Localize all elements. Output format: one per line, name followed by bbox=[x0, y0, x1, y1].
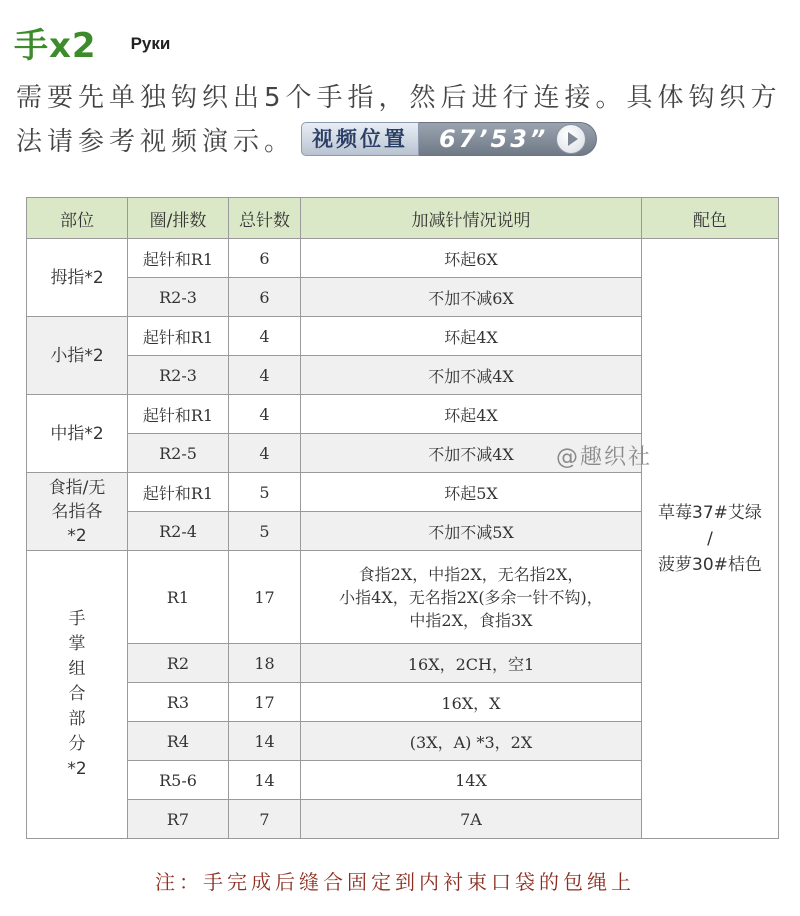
count-cell: 14 bbox=[229, 761, 301, 800]
desc-cell: 不加不减5X bbox=[301, 512, 642, 551]
part-pinky: 小指*2 bbox=[27, 317, 128, 395]
desc-cell: 环起4X bbox=[301, 395, 642, 434]
desc-cell: 16X，X bbox=[301, 683, 642, 722]
table-row bbox=[27, 239, 779, 278]
count-cell: 7 bbox=[229, 800, 301, 839]
desc-line: 食指2X，中指2X，无名指2X， bbox=[358, 564, 584, 584]
video-time: 67’53” bbox=[439, 124, 549, 153]
part-middle: 中指*2 bbox=[27, 395, 128, 473]
count-cell: 6 bbox=[229, 239, 301, 278]
desc-cell bbox=[301, 551, 642, 644]
desc-cell: 环起6X bbox=[301, 239, 642, 278]
video-position-badge[interactable] bbox=[301, 122, 597, 156]
title-row bbox=[14, 18, 171, 66]
desc-cell: (3X，A) *3，2X bbox=[301, 722, 642, 761]
header-color: 配色 bbox=[642, 198, 779, 239]
part-palm bbox=[27, 551, 128, 839]
desc-cell: 不加不减4X bbox=[301, 356, 642, 395]
round-cell: R2-4 bbox=[128, 512, 229, 551]
desc-cell: 14X bbox=[301, 761, 642, 800]
header-part: 部位 bbox=[27, 198, 128, 239]
count-cell: 6 bbox=[229, 278, 301, 317]
desc-cell: 不加不减4X bbox=[301, 434, 642, 473]
color-line-3: 菠萝30#桔色 bbox=[658, 554, 762, 575]
round-cell: R3 bbox=[128, 683, 229, 722]
count-cell: 5 bbox=[229, 512, 301, 551]
footer-note: 注：手完成后缝合固定到内衬束口袋的包绳上 bbox=[155, 870, 635, 894]
desc-cell: 环起5X bbox=[301, 473, 642, 512]
count-cell: 4 bbox=[229, 434, 301, 473]
count-cell: 18 bbox=[229, 644, 301, 683]
table-header-row bbox=[27, 198, 779, 239]
play-icon[interactable] bbox=[556, 124, 586, 154]
desc-cell: 7A bbox=[301, 800, 642, 839]
desc-line: 中指2X，食指3X bbox=[409, 610, 533, 630]
count-cell: 17 bbox=[229, 551, 301, 644]
part-index-ring-text: 食指/无名指各*2 bbox=[48, 477, 106, 546]
count-cell: 14 bbox=[229, 722, 301, 761]
color-line-2: / bbox=[707, 528, 713, 549]
color-line-1: 草莓37#艾绿 bbox=[658, 502, 762, 523]
part-index-ring bbox=[27, 473, 128, 551]
round-cell: R1 bbox=[128, 551, 229, 644]
intro-text: 需要先单独钩织出5个手指，然后进行连接。具体钩织方法请参考视频演示。 bbox=[16, 83, 782, 157]
pattern-table bbox=[26, 197, 779, 839]
desc-cell: 环起4X bbox=[301, 317, 642, 356]
desc-cell: 不加不减6X bbox=[301, 278, 642, 317]
header-round: 圈/排数 bbox=[128, 198, 229, 239]
round-cell: 起针和R1 bbox=[128, 239, 229, 278]
round-cell: R2 bbox=[128, 644, 229, 683]
round-cell: 起针和R1 bbox=[128, 317, 229, 356]
part-palm-text: 手掌组合部分*2 bbox=[67, 609, 87, 779]
header-description: 加减针情况说明 bbox=[301, 198, 642, 239]
round-cell: R2-5 bbox=[128, 434, 229, 473]
desc-cell: 16X，2CH，空1 bbox=[301, 644, 642, 683]
desc-line: 小指4X，无名指2X(多余一针不钩)， bbox=[339, 587, 603, 607]
round-cell: R2-3 bbox=[128, 356, 229, 395]
intro-paragraph bbox=[16, 76, 786, 164]
count-cell: 4 bbox=[229, 356, 301, 395]
round-cell: R5-6 bbox=[128, 761, 229, 800]
count-cell: 5 bbox=[229, 473, 301, 512]
round-cell: R2-3 bbox=[128, 278, 229, 317]
count-cell: 17 bbox=[229, 683, 301, 722]
round-cell: 起针和R1 bbox=[128, 395, 229, 434]
watermark-text: @趣织社 bbox=[556, 445, 653, 470]
round-cell: 起针和R1 bbox=[128, 473, 229, 512]
count-cell: 4 bbox=[229, 395, 301, 434]
video-label: 视频位置 bbox=[301, 122, 419, 156]
video-time-display bbox=[419, 122, 597, 156]
round-cell: R4 bbox=[128, 722, 229, 761]
round-cell: R7 bbox=[128, 800, 229, 839]
count-cell: 4 bbox=[229, 317, 301, 356]
header-count: 总针数 bbox=[229, 198, 301, 239]
part-thumb: 拇指*2 bbox=[27, 239, 128, 317]
page-subtitle: Руки bbox=[130, 34, 171, 53]
color-cell bbox=[642, 239, 779, 839]
page-title: 手x2 bbox=[14, 26, 97, 66]
